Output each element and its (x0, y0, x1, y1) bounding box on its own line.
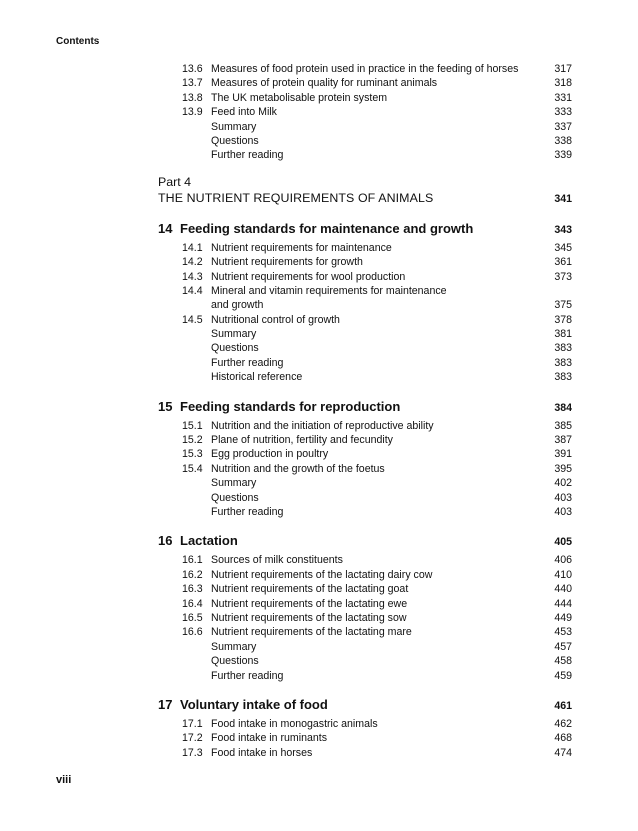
toc-entry[interactable] (158, 462, 572, 476)
toc-entry[interactable] (158, 568, 572, 582)
section-title: Further reading (211, 149, 284, 162)
section-number: 16.5 (182, 611, 203, 624)
toc-entry[interactable] (158, 91, 572, 105)
page-number: 345 (554, 241, 572, 254)
section-title: The UK metabolisable protein system (211, 91, 388, 104)
section-number: 14.5 (182, 313, 203, 326)
page-number: 387 (554, 434, 572, 447)
section-title: Summary (211, 328, 257, 341)
section-number: 14.2 (182, 256, 203, 269)
toc-entry[interactable] (158, 76, 572, 90)
section-title: Questions (211, 655, 259, 668)
page-number: 395 (554, 462, 572, 475)
page-number: 458 (554, 655, 572, 668)
toc-entry[interactable] (158, 313, 572, 327)
page-number: 474 (554, 746, 572, 759)
section-title: Egg production in poultry (211, 448, 329, 461)
chapter-page-number: 384 (554, 401, 572, 414)
section-title: Further reading (211, 356, 284, 369)
toc-entry[interactable] (158, 120, 572, 134)
toc-entry[interactable] (158, 356, 572, 370)
section-number: 16.4 (182, 597, 203, 610)
chapter-entries (158, 419, 572, 520)
toc-entry[interactable] (158, 255, 572, 269)
chapter-heading[interactable] (158, 219, 572, 239)
toc-entry[interactable] (158, 669, 572, 683)
toc-entry[interactable] (158, 640, 572, 654)
section-title: Measures of protein quality for ruminant animals (211, 77, 438, 90)
chapter-entries (158, 717, 572, 760)
toc-entry[interactable] (158, 597, 572, 611)
page-number: 385 (554, 419, 572, 432)
section-title: Summary (211, 477, 257, 490)
section-title: Nutrient requirements for wool production (211, 270, 406, 283)
chapter-heading[interactable] (158, 695, 572, 715)
section-title: Nutrient requirements for growth (211, 256, 363, 269)
toc-entry[interactable] (158, 134, 572, 148)
toc-entry[interactable] (158, 447, 572, 461)
page-number: 383 (554, 356, 572, 369)
chapter-block (158, 531, 572, 683)
section-number: 13.7 (182, 77, 203, 90)
page-number: 453 (554, 626, 572, 639)
section-title: Measures of food protein used in practice in the feeding of horses (211, 63, 519, 75)
chapter-page-number: 461 (554, 699, 572, 712)
page-number: 318 (554, 77, 572, 90)
section-number: 13.8 (182, 91, 203, 104)
section-number: 13.6 (182, 63, 203, 75)
page-number: 406 (554, 554, 572, 567)
chapter-heading[interactable] (158, 397, 572, 417)
page-number: 440 (554, 583, 572, 596)
section-number: 13.9 (182, 106, 203, 119)
toc-entry[interactable] (158, 505, 572, 519)
chapter-number: 15 (158, 398, 173, 414)
toc-entry[interactable] (158, 746, 572, 760)
chapter-entries (158, 553, 572, 683)
chapter-number: 16 (158, 533, 173, 549)
page-number: 391 (554, 448, 572, 461)
section-number: 17.3 (182, 746, 203, 759)
page-number: 339 (554, 149, 572, 162)
page-number: 462 (554, 717, 572, 730)
section-number: 15.4 (182, 462, 203, 475)
toc-entry[interactable] (158, 476, 572, 490)
toc-entry[interactable] (158, 491, 572, 505)
section-title: Historical reference (211, 371, 303, 384)
section-title: Nutrient requirements of the lactating ewe (211, 597, 408, 610)
section-number: 14.4 (182, 284, 203, 297)
page-number: 338 (554, 134, 572, 147)
part-label: Part 4 (158, 174, 192, 189)
section-number: 17.2 (182, 732, 203, 745)
toc-entry[interactable] (158, 241, 572, 255)
section-title: Questions (211, 491, 259, 504)
page-number: 333 (554, 106, 572, 119)
chapter-number: 17 (158, 696, 173, 712)
part-title-row[interactable] (158, 190, 572, 207)
page-number: 383 (554, 342, 572, 355)
toc-entry[interactable] (158, 731, 572, 745)
page-number: 403 (554, 505, 572, 518)
toc-entry[interactable] (158, 433, 572, 447)
chapter-title: Feeding standards for reproduction (180, 398, 401, 414)
section-number: 16.1 (182, 554, 203, 567)
section-title: Further reading (211, 669, 284, 682)
toc-entry[interactable] (158, 611, 572, 625)
section-title: Questions (211, 342, 259, 355)
section-number: 16.2 (182, 568, 203, 581)
page-number: 403 (554, 491, 572, 504)
chapter-block (158, 695, 572, 760)
chapter-block (158, 397, 572, 520)
chapter-title: Feeding standards for maintenance and growth (180, 220, 474, 236)
toc-entry[interactable] (158, 341, 572, 355)
section-number: 16.3 (182, 583, 203, 596)
chapter-number: 14 (158, 220, 173, 236)
toc-entry[interactable] (158, 148, 572, 162)
section-title: Nutrient requirements for maintenance (211, 241, 392, 254)
chapter-page-number: 343 (554, 223, 572, 236)
section-number: 14.3 (182, 270, 203, 283)
page-number: 381 (554, 328, 572, 341)
section-title: Nutrition and the initiation of reproductive ability (211, 419, 434, 432)
chapter-title: Voluntary intake of food (180, 696, 328, 712)
section-title: Plane of nutrition, fertility and fecundity (211, 434, 393, 447)
section-title: Summary (211, 120, 257, 133)
section-title: Questions (211, 134, 259, 147)
chapter-heading[interactable] (158, 531, 572, 551)
section-title: Nutrient requirements of the lactating mare (211, 626, 412, 639)
toc-entry[interactable] (158, 654, 572, 668)
toc-entry[interactable] (158, 370, 572, 384)
toc-entry[interactable] (158, 105, 572, 119)
toc-entry[interactable] (158, 553, 572, 567)
section-title: Nutrition and the growth of the foetus (211, 462, 385, 475)
page-number: 410 (554, 568, 572, 581)
page-number: 378 (554, 313, 572, 326)
toc-entry[interactable] (158, 270, 572, 284)
section-title: Sources of milk constituents (211, 554, 343, 567)
section-number: 15.1 (182, 419, 203, 432)
section-number: 14.1 (182, 241, 203, 254)
part-page-number: 341 (554, 192, 572, 205)
table-of-contents (158, 62, 572, 760)
part-heading (158, 175, 572, 207)
chapter-page-number: 405 (554, 536, 572, 549)
toc-entry[interactable] (158, 717, 572, 731)
page-number: 449 (554, 611, 572, 624)
chapter-block (158, 219, 572, 385)
section-title: Nutrient requirements of the lactating dairy cow (211, 568, 433, 581)
toc-entry[interactable] (158, 327, 572, 341)
section-title: Feed into Milk (211, 106, 277, 119)
section-number: 16.6 (182, 626, 203, 639)
page-folio: viii (56, 774, 72, 786)
page-number: 444 (554, 597, 572, 610)
page-number: 457 (554, 640, 572, 653)
page-number: 373 (554, 270, 572, 283)
page-number: 402 (554, 477, 572, 490)
chapter-title: Lactation (180, 533, 238, 549)
section-title: Further reading (211, 505, 284, 518)
toc-entry[interactable] (158, 284, 572, 298)
section-title: Mineral and vitamin requirements for maintenance (211, 284, 447, 297)
toc-entry[interactable] (158, 419, 572, 433)
toc-entry[interactable] (158, 582, 572, 596)
running-head: Contents (56, 36, 100, 47)
continued-entries (158, 62, 572, 163)
page-number: 331 (554, 91, 572, 104)
part-title: THE NUTRIENT REQUIREMENTS OF ANIMALS (158, 190, 434, 205)
section-title: Food intake in horses (211, 746, 313, 759)
page-number: 361 (554, 256, 572, 269)
section-title: Nutrient requirements of the lactating goat (211, 583, 409, 596)
page-number: 337 (554, 120, 572, 133)
page-number: 375 (554, 299, 572, 312)
toc-entry[interactable] (158, 62, 572, 76)
section-title: and growth (211, 299, 264, 312)
toc-entry[interactable] (158, 298, 572, 312)
page-number: 383 (554, 371, 572, 384)
toc-entry[interactable] (158, 625, 572, 639)
section-title: Food intake in monogastric animals (211, 717, 378, 730)
section-number: 15.2 (182, 434, 203, 447)
page-number: 459 (554, 669, 572, 682)
page-number: 317 (554, 63, 572, 75)
section-number: 17.1 (182, 717, 203, 730)
section-title: Nutrient requirements of the lactating sow (211, 611, 407, 624)
section-title: Summary (211, 640, 257, 653)
section-title: Food intake in ruminants (211, 732, 328, 745)
page-number: 468 (554, 732, 572, 745)
chapter-list (158, 219, 572, 760)
section-title: Nutritional control of growth (211, 313, 340, 326)
section-number: 15.3 (182, 448, 203, 461)
chapter-entries (158, 241, 572, 385)
